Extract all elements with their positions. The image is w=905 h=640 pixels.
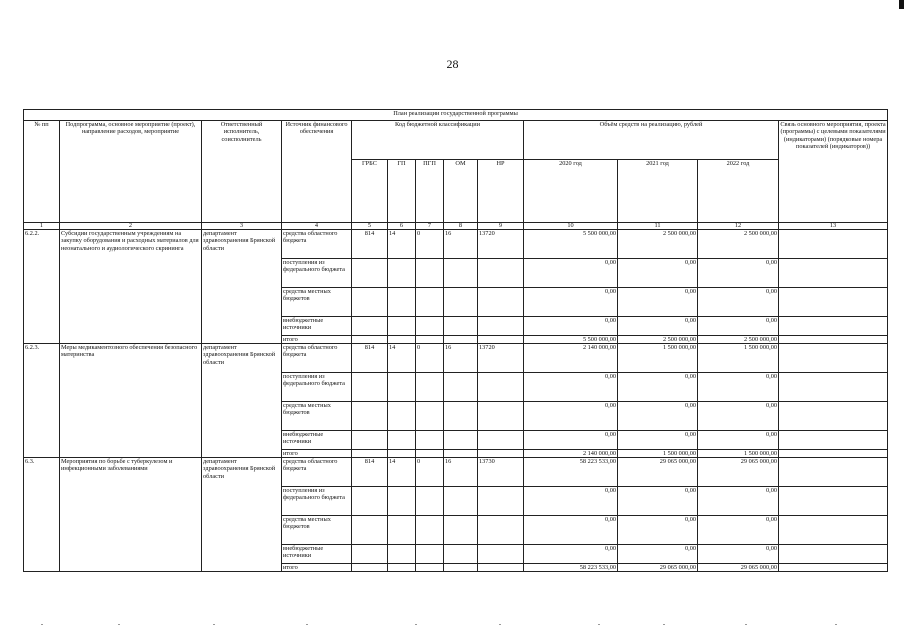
scan-noise-dot (118, 624, 120, 625)
header-year-2022: 2022 год (698, 160, 779, 223)
om-cell (444, 516, 478, 545)
pgp-cell (416, 259, 444, 288)
amount-2021: 0,00 (618, 317, 698, 336)
item-responsible: департамент здравоохранения Брянской области (202, 230, 282, 344)
grbs-cell (352, 516, 388, 545)
gp-cell (388, 516, 416, 545)
nr-cell (478, 259, 524, 288)
om-cell (444, 487, 478, 516)
funding-source: поступления из федерального бюджета (282, 487, 352, 516)
funding-source: средства местных бюджетов (282, 288, 352, 317)
indicator-link-cell (779, 344, 888, 373)
pgp-cell (416, 431, 444, 450)
nr-cell: 13720 (478, 230, 524, 259)
amount-2020: 2 140 000,00 (524, 344, 618, 373)
amount-2020: 58 223 533,00 (524, 458, 618, 487)
amount-2022: 2 500 000,00 (698, 230, 779, 259)
om-cell: 16 (444, 344, 478, 373)
gp-cell (388, 336, 416, 344)
funding-source: средства местных бюджетов (282, 402, 352, 431)
nr-cell: 13720 (478, 344, 524, 373)
funding-source: внебюджетные источники (282, 317, 352, 336)
indicator-link-cell (779, 487, 888, 516)
om-cell (444, 259, 478, 288)
indicator-link-cell (779, 431, 888, 450)
column-number: 11 (618, 223, 698, 230)
amount-2021: 1 500 000,00 (618, 344, 698, 373)
indicator-link-cell (779, 317, 888, 336)
pgp-cell (416, 373, 444, 402)
scan-noise-dot (499, 624, 501, 625)
pgp-cell (416, 545, 444, 564)
amount-2022: 0,00 (698, 373, 779, 402)
amount-2020: 0,00 (524, 317, 618, 336)
nr-cell (478, 564, 524, 572)
item-number: 6.2.2. (24, 230, 60, 344)
column-number: 4 (282, 223, 352, 230)
amount-2021: 29 065 000,00 (618, 564, 698, 572)
pgp-cell (416, 516, 444, 545)
header-num: № пп (24, 121, 60, 223)
indicator-link-cell (779, 259, 888, 288)
table-row (24, 230, 888, 259)
pgp-cell (416, 336, 444, 344)
scan-noise-dot (41, 624, 43, 625)
column-number: 3 (202, 223, 282, 230)
pgp-cell: 0 (416, 458, 444, 487)
scan-edge-mark (899, 0, 904, 9)
amount-2022: 0,00 (698, 516, 779, 545)
gp-cell (388, 317, 416, 336)
amount-2020: 0,00 (524, 545, 618, 564)
funding-source: итого (282, 450, 352, 458)
amount-2021: 0,00 (618, 487, 698, 516)
om-cell (444, 317, 478, 336)
funding-source: итого (282, 336, 352, 344)
om-cell (444, 450, 478, 458)
amount-2020: 5 500 000,00 (524, 230, 618, 259)
amount-2020: 0,00 (524, 431, 618, 450)
amount-2021: 0,00 (618, 259, 698, 288)
header-pgp: ПГП (416, 160, 444, 223)
om-cell: 16 (444, 458, 478, 487)
nr-cell (478, 402, 524, 431)
scan-noise-dot (663, 624, 665, 625)
amount-2020: 0,00 (524, 487, 618, 516)
grbs-cell (352, 564, 388, 572)
item-responsible: департамент здравоохранения Брянской области (202, 458, 282, 572)
table-row (24, 344, 888, 373)
om-cell (444, 288, 478, 317)
column-number: 7 (416, 223, 444, 230)
amount-2020: 0,00 (524, 516, 618, 545)
om-cell (444, 564, 478, 572)
gp-cell: 14 (388, 230, 416, 259)
amount-2022: 0,00 (698, 259, 779, 288)
grbs-cell (352, 450, 388, 458)
grbs-cell (352, 317, 388, 336)
indicator-link-cell (779, 516, 888, 545)
funding-source: средства областного бюджета (282, 458, 352, 487)
gp-cell (388, 431, 416, 450)
gp-cell (388, 373, 416, 402)
header-responsible: Ответственный исполнитель, соисполнитель (202, 121, 282, 223)
header-nr: НР (478, 160, 524, 223)
amount-2022: 1 500 000,00 (698, 344, 779, 373)
funding-source: средства областного бюджета (282, 344, 352, 373)
amount-2020: 0,00 (524, 288, 618, 317)
amount-2022: 29 065 000,00 (698, 458, 779, 487)
scan-noise-dot (598, 624, 600, 625)
amount-2022: 0,00 (698, 545, 779, 564)
scan-noise (23, 624, 887, 628)
amount-2021: 0,00 (618, 402, 698, 431)
amount-2021: 1 500 000,00 (618, 450, 698, 458)
om-cell: 16 (444, 230, 478, 259)
nr-cell (478, 317, 524, 336)
nr-cell (478, 516, 524, 545)
indicator-link-cell (779, 402, 888, 431)
pgp-cell: 0 (416, 344, 444, 373)
gp-cell (388, 450, 416, 458)
column-number: 12 (698, 223, 779, 230)
item-responsible: департамент здравоохранения Брянской области (202, 344, 282, 458)
funding-source: поступления из федерального бюджета (282, 259, 352, 288)
grbs-cell: 814 (352, 344, 388, 373)
nr-cell (478, 545, 524, 564)
amount-2022: 0,00 (698, 487, 779, 516)
nr-cell (478, 487, 524, 516)
header-source: Источник финансового обеспечения (282, 121, 352, 223)
grbs-cell (352, 431, 388, 450)
header-volume: Объём средств на реализацию, рублей (524, 121, 779, 160)
amount-2021: 2 500 000,00 (618, 230, 698, 259)
item-name: Меры медикаментозного обеспечения безопасного материнства (60, 344, 202, 458)
amount-2020: 0,00 (524, 373, 618, 402)
header-om: ОМ (444, 160, 478, 223)
pgp-cell (416, 402, 444, 431)
amount-2022: 1 500 000,00 (698, 450, 779, 458)
column-number: 13 (779, 223, 888, 230)
nr-cell (478, 373, 524, 402)
header-link: Связь основного мероприятия, проекта (программы) с целевыми показателями (индикаторами) (порядковые номера показателей (индикаторов)) (779, 121, 888, 223)
header-subprogram: Подпрограмма, основное мероприятие (проект), направление расходов, мероприятие (60, 121, 202, 223)
column-number-row (24, 223, 888, 230)
gp-cell: 14 (388, 344, 416, 373)
scan-noise-dot (835, 624, 837, 625)
funding-source: поступления из федерального бюджета (282, 373, 352, 402)
gp-cell (388, 487, 416, 516)
amount-2021: 2 500 000,00 (618, 336, 698, 344)
pgp-cell (416, 450, 444, 458)
column-number: 10 (524, 223, 618, 230)
table-row (24, 458, 888, 487)
header-gp: ГП (388, 160, 416, 223)
amount-2021: 0,00 (618, 288, 698, 317)
amount-2020: 2 140 000,00 (524, 450, 618, 458)
amount-2020: 5 500 000,00 (524, 336, 618, 344)
grbs-cell: 814 (352, 458, 388, 487)
funding-source: внебюджетные источники (282, 545, 352, 564)
nr-cell (478, 450, 524, 458)
gp-cell (388, 288, 416, 317)
item-name: Субсидии государственным учреждениям на закупку оборудования и расходных материалов для неонатального и аудиологического скрининга (60, 230, 202, 344)
amount-2020: 58 223 533,00 (524, 564, 618, 572)
header-budget-code: Код бюджетной классификации (352, 121, 524, 160)
om-cell (444, 431, 478, 450)
grbs-cell (352, 373, 388, 402)
amount-2021: 29 065 000,00 (618, 458, 698, 487)
nr-cell (478, 431, 524, 450)
gp-cell (388, 545, 416, 564)
indicator-link-cell (779, 230, 888, 259)
column-number: 5 (352, 223, 388, 230)
grbs-cell (352, 259, 388, 288)
scan-noise-dot (213, 624, 215, 625)
amount-2022: 0,00 (698, 288, 779, 317)
item-name: Мероприятия по борьбе с туберкулезом и инфекционными заболеваниями (60, 458, 202, 572)
scan-noise-dot (306, 624, 308, 625)
indicator-link-cell (779, 450, 888, 458)
gp-cell (388, 402, 416, 431)
gp-cell (388, 564, 416, 572)
item-number: 6.2.3. (24, 344, 60, 458)
indicator-link-cell (779, 458, 888, 487)
page-number: 28 (446, 57, 459, 71)
pgp-cell (416, 317, 444, 336)
item-number: 6.3. (24, 458, 60, 572)
funding-source: средства местных бюджетов (282, 516, 352, 545)
column-number: 8 (444, 223, 478, 230)
pgp-cell (416, 288, 444, 317)
amount-2022: 0,00 (698, 317, 779, 336)
indicator-link-cell (779, 373, 888, 402)
amount-2022: 29 065 000,00 (698, 564, 779, 572)
gp-cell: 14 (388, 458, 416, 487)
amount-2021: 0,00 (618, 373, 698, 402)
funding-source: итого (282, 564, 352, 572)
grbs-cell (352, 336, 388, 344)
indicator-link-cell (779, 545, 888, 564)
indicator-link-cell (779, 288, 888, 317)
grbs-cell: 814 (352, 230, 388, 259)
amount-2020: 0,00 (524, 259, 618, 288)
column-number: 1 (24, 223, 60, 230)
amount-2022: 0,00 (698, 402, 779, 431)
grbs-cell (352, 545, 388, 564)
funding-source: средства областного бюджета (282, 230, 352, 259)
indicator-link-cell (779, 336, 888, 344)
gp-cell (388, 259, 416, 288)
grbs-cell (352, 402, 388, 431)
indicator-link-cell (779, 564, 888, 572)
scan-noise-dot (745, 624, 747, 625)
pgp-cell (416, 564, 444, 572)
amount-2021: 0,00 (618, 545, 698, 564)
header-year-2021: 2021 год (618, 160, 698, 223)
scan-noise-dot (415, 624, 417, 625)
amount-2021: 0,00 (618, 516, 698, 545)
om-cell (444, 373, 478, 402)
plan-table (23, 109, 888, 572)
nr-cell (478, 288, 524, 317)
grbs-cell (352, 487, 388, 516)
header-year-2020: 2020 год (524, 160, 618, 223)
amount-2021: 0,00 (618, 431, 698, 450)
nr-cell: 13730 (478, 458, 524, 487)
column-number: 2 (60, 223, 202, 230)
pgp-cell (416, 487, 444, 516)
om-cell (444, 336, 478, 344)
table-title: План реализации государственной программы (24, 110, 888, 121)
om-cell (444, 545, 478, 564)
grbs-cell (352, 288, 388, 317)
column-number: 9 (478, 223, 524, 230)
amount-2020: 0,00 (524, 402, 618, 431)
column-number: 6 (388, 223, 416, 230)
header-grbs: ГРБС (352, 160, 388, 223)
nr-cell (478, 336, 524, 344)
funding-source: внебюджетные источники (282, 431, 352, 450)
amount-2022: 2 500 000,00 (698, 336, 779, 344)
amount-2022: 0,00 (698, 431, 779, 450)
om-cell (444, 402, 478, 431)
pgp-cell: 0 (416, 230, 444, 259)
